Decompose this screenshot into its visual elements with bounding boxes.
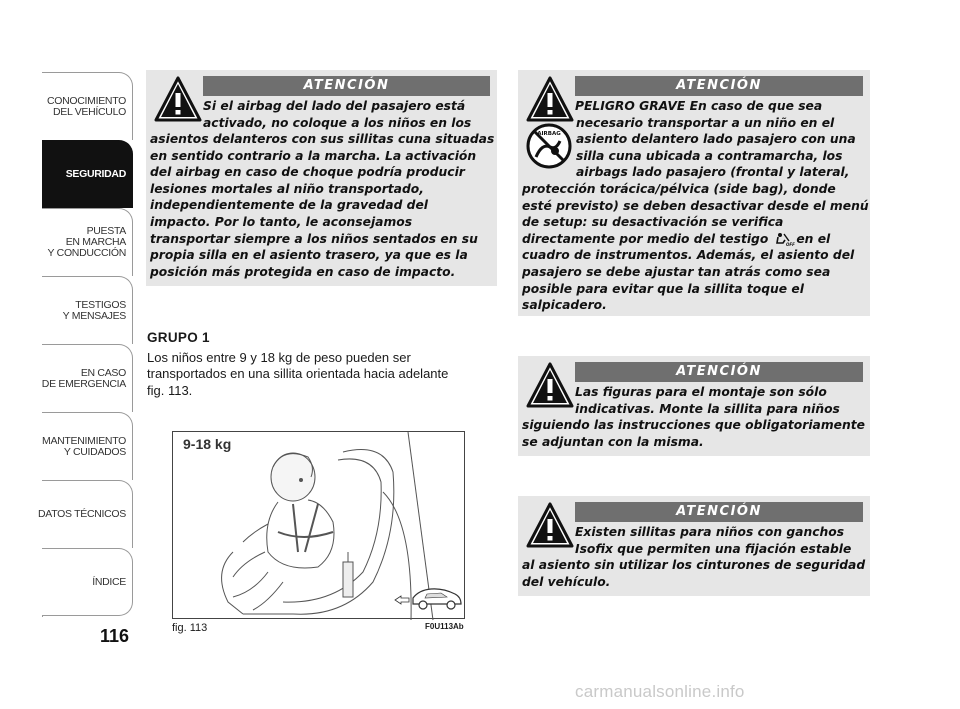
section-paragraph: Los niños entre 9 y 18 kg de peso pueden ser transportados en una sillita orientada hacia adelante fig. 113. — [147, 350, 449, 398]
warning-box-peligro-grave — [518, 70, 870, 316]
tab-label-line: Y CONDUCCIÓN — [47, 247, 126, 259]
sidebar-tab-mantenimiento[interactable] — [42, 412, 133, 480]
svg-text:AIRBAG: AIRBAG — [537, 131, 561, 137]
child-seat-illustration — [173, 432, 466, 620]
tab-label-line: DE EMERGENCIA — [41, 377, 126, 390]
tab-label-line: Y CUIDADOS — [63, 445, 126, 458]
figure-code: F0U113Ab — [425, 622, 464, 631]
warning-box-isofix — [518, 496, 870, 596]
warning-triangle-icon — [526, 502, 574, 548]
sidebar-tab-conocimiento[interactable] — [42, 72, 133, 140]
warning-text: asientos delanteros con sus sillitas cuna situadas en sentido contrario a la marcha. La activación del airbag en caso de choque podría producir lesiones mortales al niño transportado, independientemente de la gravedad del impacto. Por lo tanto, le aconsejamos transportar siempre a los niños sentados en su propia silla en el asiento trasero, ya que es la posición más protegida en caso de impacto. — [150, 132, 495, 279]
sidebar-tab-emergencia[interactable] — [42, 344, 133, 412]
warning-text: siguiendo las instrucciones que obligatoriamente se adjuntan con la misma. — [522, 418, 865, 449]
warning-text: al asiento sin utilizar los cinturones de seguridad del vehículo. — [522, 558, 866, 589]
section-heading: GRUPO 1 — [147, 330, 210, 345]
tab-label-line: EN CASO — [80, 366, 126, 379]
sidebar-tab-puesta-en-marcha[interactable] — [42, 208, 133, 276]
warning-text-indented: Las figuras para el montaje son sólo indicativas. Monte la sillita para niños — [575, 385, 840, 416]
warning-text-indented: necesario transportar a un niño en el asiento delantero lado pasajero con una silla cuna ubicada a contramarcha, los airbags lado pasajero (frontal y lateral, — [576, 115, 856, 180]
tab-label-line: SEGURIDAD — [65, 168, 126, 180]
watermark: carmanualsonline.info — [575, 682, 745, 701]
car-direction-icon — [395, 589, 461, 609]
sidebar-tab-datos-tecnicos[interactable] — [38, 480, 133, 548]
warning-triangle-icon — [526, 362, 574, 408]
sidebar-tab-testigos[interactable] — [42, 276, 133, 344]
warning-triangle-icon — [154, 76, 202, 122]
figure-weight-label: 9-18 kg — [183, 436, 232, 452]
page-number: 116 — [100, 626, 130, 646]
warning-text-indented: Si el airbag del lado del pasajero está activado, no coloque a los niños en los — [203, 99, 472, 130]
warning-text: protección torácica/pélvica (side bag), donde esté previsto) se deben desactivar desde el menú de setup: su desactivación se verifica directamente por medio del testigo OFF en el cuadro de instrumentos. Además, el asiento del pasajero se debe ajustar tan atrás como sea posible para evitar que la sillita toque el salpicadero. — [522, 182, 869, 313]
warning-title: ATENCIÓN — [575, 362, 863, 382]
tab-label-line: TESTIGOS — [75, 298, 126, 311]
sidebar-tab-seguridad[interactable] — [42, 140, 133, 208]
figure-caption: fig. 113 — [172, 622, 208, 634]
warning-triangle-icon — [526, 76, 574, 122]
warning-title: ATENCIÓN — [203, 76, 490, 96]
sidebar-tab-indice[interactable] — [42, 548, 133, 616]
svg-text:OFF: OFF — [786, 242, 796, 248]
warning-text-indented: Existen sillitas para niños con ganchos Isofix que permiten una fijación estable — [575, 525, 852, 556]
tab-label-line: EN MARCHA — [65, 236, 126, 248]
tab-label-line: ÍNDICE — [92, 575, 126, 588]
warning-text-indented: PELIGRO GRAVE En caso de que sea — [575, 99, 823, 113]
warning-box-figuras-indicativas — [518, 356, 870, 456]
airbag-child-seat-prohibited-icon — [526, 123, 572, 169]
figure-child-seat — [172, 431, 465, 619]
tab-label-line: DATOS TÉCNICOS — [38, 508, 126, 520]
warning-title: ATENCIÓN — [575, 76, 863, 96]
tab-label-line: Y MENSAJES — [62, 309, 126, 322]
tab-label-line: PUESTA — [86, 225, 126, 237]
tab-label-line: CONOCIMIENTO — [46, 94, 126, 107]
warning-box-airbag-activated — [146, 70, 497, 286]
warning-title: ATENCIÓN — [575, 502, 863, 522]
airbag-off-warning-light-icon — [774, 232, 796, 248]
tab-label-line: DEL VEHÍCULO — [52, 105, 126, 118]
tab-label-line: MANTENIMIENTO — [42, 434, 126, 447]
